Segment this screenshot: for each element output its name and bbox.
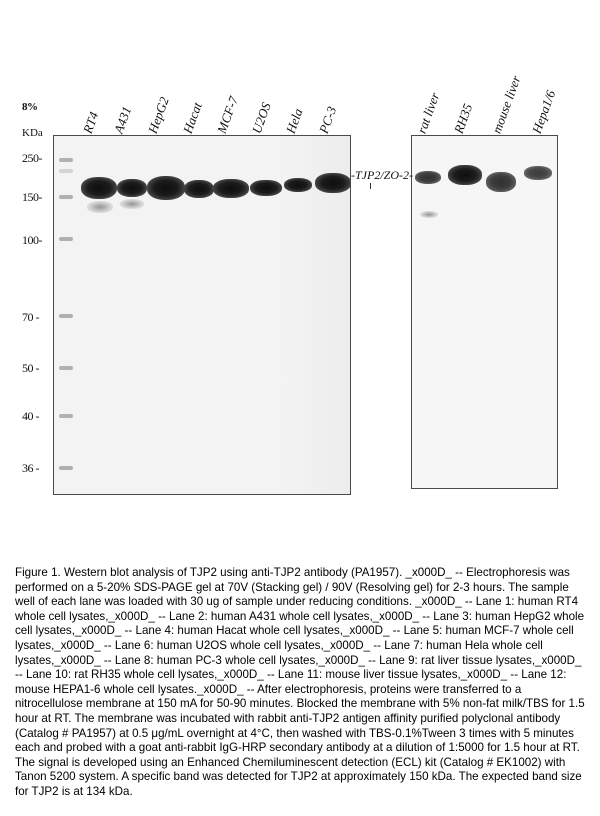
marker-label-36: 36 -	[22, 461, 39, 475]
ladder-band-40	[59, 414, 73, 418]
blot-panel-right	[411, 135, 558, 489]
band-lane-10	[448, 165, 482, 185]
band-lane-1-lower	[87, 201, 113, 213]
band-lane-1	[81, 177, 117, 199]
lane-label-hepa16: Hepa1/6	[528, 88, 559, 136]
marker-label-250: 250-	[22, 151, 42, 165]
ladder-band-100	[59, 237, 73, 241]
band-lane-5	[213, 179, 249, 198]
lane-label-mouse-liver: mouse liver	[488, 73, 524, 136]
ladder-band-36	[59, 466, 73, 470]
marker-label-50: 50 -	[22, 361, 39, 375]
band-lane-2-lower	[120, 199, 144, 209]
marker-label-150: 150-	[22, 190, 42, 204]
band-lane-8	[315, 173, 351, 193]
band-lane-6	[250, 180, 282, 196]
band-lane-11	[486, 172, 516, 192]
band-lane-7	[284, 178, 312, 192]
lane-label-hepg2: HepG2	[144, 94, 172, 136]
lane-label-u2os: U2OS	[248, 100, 274, 136]
ladder-band-250	[59, 158, 73, 162]
ladder-band-150	[59, 195, 73, 199]
lane-label-rt4: RT4	[79, 109, 102, 136]
blot-panel-left	[53, 135, 351, 495]
ladder-band-70	[59, 314, 73, 318]
lane-label-rat-liver: rat liver	[413, 90, 443, 136]
marker-label-100: 100-	[22, 233, 42, 247]
band-lane-2	[117, 179, 147, 197]
band-lane-4	[184, 180, 214, 198]
ladder-band-50	[59, 366, 73, 370]
lane-label-mcf7: MCF-7	[213, 94, 242, 136]
band-lane-12	[524, 166, 552, 180]
lane-label-a431: A431	[110, 104, 135, 136]
lane-label-hela: Hela	[282, 106, 306, 136]
figure-caption: Figure 1. Western blot analysis of TJP2 using anti-TJP2 antibody (PA1957). _x000D_ -- Electrophoresis was performed on a 5-20% SDS-PAGE gel at 70V (Stacking gel) / 90V (Resolving gel) for 2-3 hours. The sample well of each lane was loaded with 30 ug of sample under reducing conditions. _x000D_ -- Lane 1: human RT4 whole cell lysates,_x000D_ -- Lane 2: human A431 whole cell lysates,_x000D_ -- Lane 3: human HepG2 whole cell lysates,_x000D_ -- Lane 4: human Hacat whole cell lysates,_x000D_ -- Lane 5: human MCF-7 whole cell lysates,_x000D_ -- Lane 6: human U2OS whole cell lysates,_x000D_ -- Lane 7: human Hela whole cell lysates,_x000D_ -- Lane 8: human PC-3 whole cell lysates,_x000D_ -- Lane 9: rat liver tissue lysates,_x000D_ -- Lane 10: rat RH35 whole cell lysates,_x000D_ -- Lane 11: mouse liver tissue lysates,_x000D_ -- Lane 12: mouse HEPA1-6 whole cell lysates._x000D_ -- After electrophoresis, proteins were transferred to a nitrocellulose membrane at 150 mA for 50-90 minutes. Blocked the membrane with 5% non-fat milk/TBS for 1.5 hour at RT. The membrane was incubated with rabbit anti-TJP2 antigen affinity purified polyclonal antibody (Catalog # PA1957) at 0.5 μg/mL overnight at 4°C, then washed with TBS-0.1%Tween 3 times with 5 minutes each and probed with a goat anti-rabbit IgG-HRP secondary antibody at a dilution of 1:5000 for 1.5 hour at RT. The signal is developed using an Enhanced Chemiluminescent detection (ECL) kit (Catalog # EK1002) with Tanon 5200 system. A specific band was detected for TJP2 at approximately 150 kDa. The expected band size for TJP2 is at 134 kDa.	[15, 566, 585, 798]
lane-label-hacat: Hacat	[179, 100, 205, 136]
marker-label-40: 40 -	[22, 409, 39, 423]
band-lane-9-faint	[420, 211, 438, 218]
lane-label-pc3: PC-3	[315, 104, 340, 136]
band-lane-3	[147, 176, 185, 200]
kda-unit-label: KDa	[22, 127, 43, 139]
protein-label-tjp2: -TJP2/ZO-2-	[351, 168, 413, 182]
ladder-band-faint	[59, 169, 73, 173]
protein-label-tick	[370, 183, 371, 189]
marker-label-70: 70 -	[22, 310, 39, 324]
lane-label-rh35: RH35	[450, 101, 476, 136]
band-lane-9	[415, 171, 441, 184]
gel-percent-label: 8%	[22, 101, 38, 113]
